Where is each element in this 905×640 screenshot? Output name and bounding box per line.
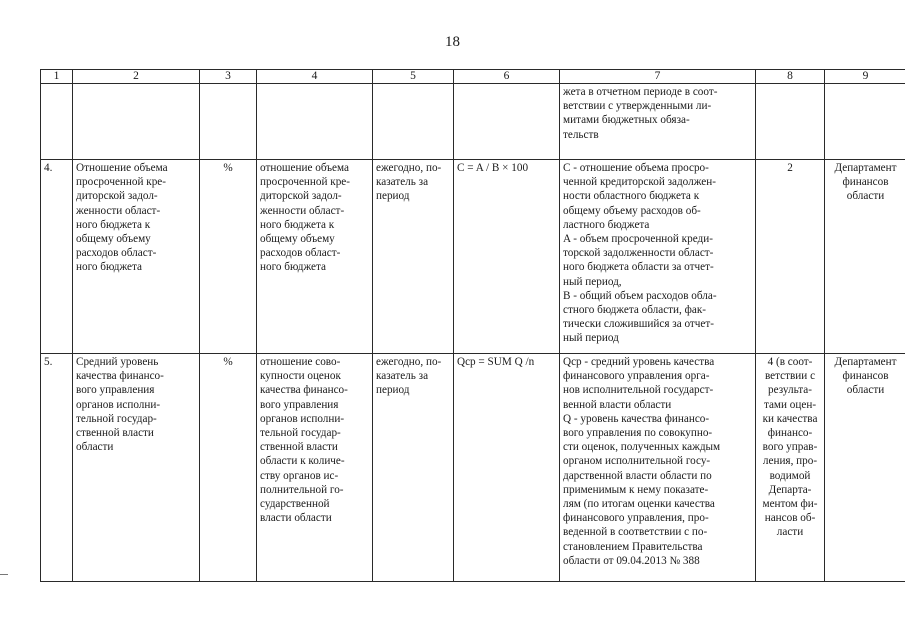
- method-cell: 2: [756, 160, 825, 354]
- column-number: 6: [454, 70, 560, 84]
- formula-description-cell: С - отношение объема просро- ченной кредиторской задолжен- ности областного бюджета к общему объему расходов об- ластного бюджета A - объем просроченной креди- торской задолженности област- ного бюджета области за отчет- ный период, B - общий объем расходов обла- стного бюджета области, фак- тически сложившийся за отчет- ный период: [560, 160, 756, 354]
- table-row-continuation: [41, 84, 905, 160]
- indicator-table: [40, 69, 905, 582]
- indicator-name-cell: [73, 84, 200, 160]
- unit-cell: %: [200, 354, 257, 582]
- method-cell: 4 (в соот- ветствии с результа- тами оцен- ки качества финансо- вого управ- ления, про- водимой Департа- ментом фи- нансов об- ласти: [756, 354, 825, 582]
- row-number-cell: [41, 84, 73, 160]
- column-number: 1: [41, 70, 73, 84]
- formula-cell: C = A / B × 100: [454, 160, 560, 354]
- responsible-cell: [825, 84, 905, 160]
- method-cell: [756, 84, 825, 160]
- responsible-cell: Департамент финансов области: [825, 160, 905, 354]
- unit-cell: %: [200, 160, 257, 354]
- row-number-cell: 5.: [41, 354, 73, 582]
- responsible-cell: Департамент финансов области: [825, 354, 905, 582]
- formula-description-cell: Qср - средний уровень качества финансового управления орга- нов исполнительной государст- венной власти области Q - уровень качества финансо- вого управления по совокупно- сти оценок, полученных каждым органом исполнительной госу- дарственной власти области по применимым к нему показате- лям (по итогам оценки качества финансового управления, про- веденной в соответствии с по- становлением Правительства области от 09.04.2013 № 388: [560, 354, 756, 582]
- definition-cell: [257, 84, 373, 160]
- column-number: 4: [257, 70, 373, 84]
- column-number: 9: [825, 70, 905, 84]
- indicator-name-cell: Средний уровень качества финансо- вого управления органов исполни- тельной государ- ственной власти области: [73, 354, 200, 582]
- margin-mark: [0, 574, 8, 575]
- formula-cell: Qср = SUM Q /n: [454, 354, 560, 582]
- definition-cell: отношение сово- купности оценок качества финансо- вого управления органов исполни- тельной государ- ственной власти области к количе- ству органов ис- полнительной го- сударственной власти области: [257, 354, 373, 582]
- formula-cell: [454, 84, 560, 160]
- definition-cell: отношение объема просроченной кре- диторской задол- женности област- ного бюджета к общему объему расходов област- ного бюджета: [257, 160, 373, 354]
- table-row-4: [41, 160, 905, 354]
- indicator-name-cell: Отношение объема просроченной кре- диторской задол- женности област- ного бюджета к общему объему расходов област- ного бюджета: [73, 160, 200, 354]
- periodicity-cell: ежегодно, по- казатель за период: [373, 354, 454, 582]
- formula-description-cell: жета в отчетном периоде в соот- ветствии с утвержденными ли- митами бюджетных обяза- тельств: [560, 84, 756, 160]
- table-row-5: [41, 354, 905, 582]
- column-number: 3: [200, 70, 257, 84]
- unit-cell: [200, 84, 257, 160]
- column-number: 5: [373, 70, 454, 84]
- column-number: 2: [73, 70, 200, 84]
- column-number: 8: [756, 70, 825, 84]
- periodicity-cell: [373, 84, 454, 160]
- table-header-row: [41, 70, 905, 84]
- row-number-cell: 4.: [41, 160, 73, 354]
- periodicity-cell: ежегодно, по- казатель за период: [373, 160, 454, 354]
- page-number: 18: [445, 34, 460, 50]
- column-number: 7: [560, 70, 756, 84]
